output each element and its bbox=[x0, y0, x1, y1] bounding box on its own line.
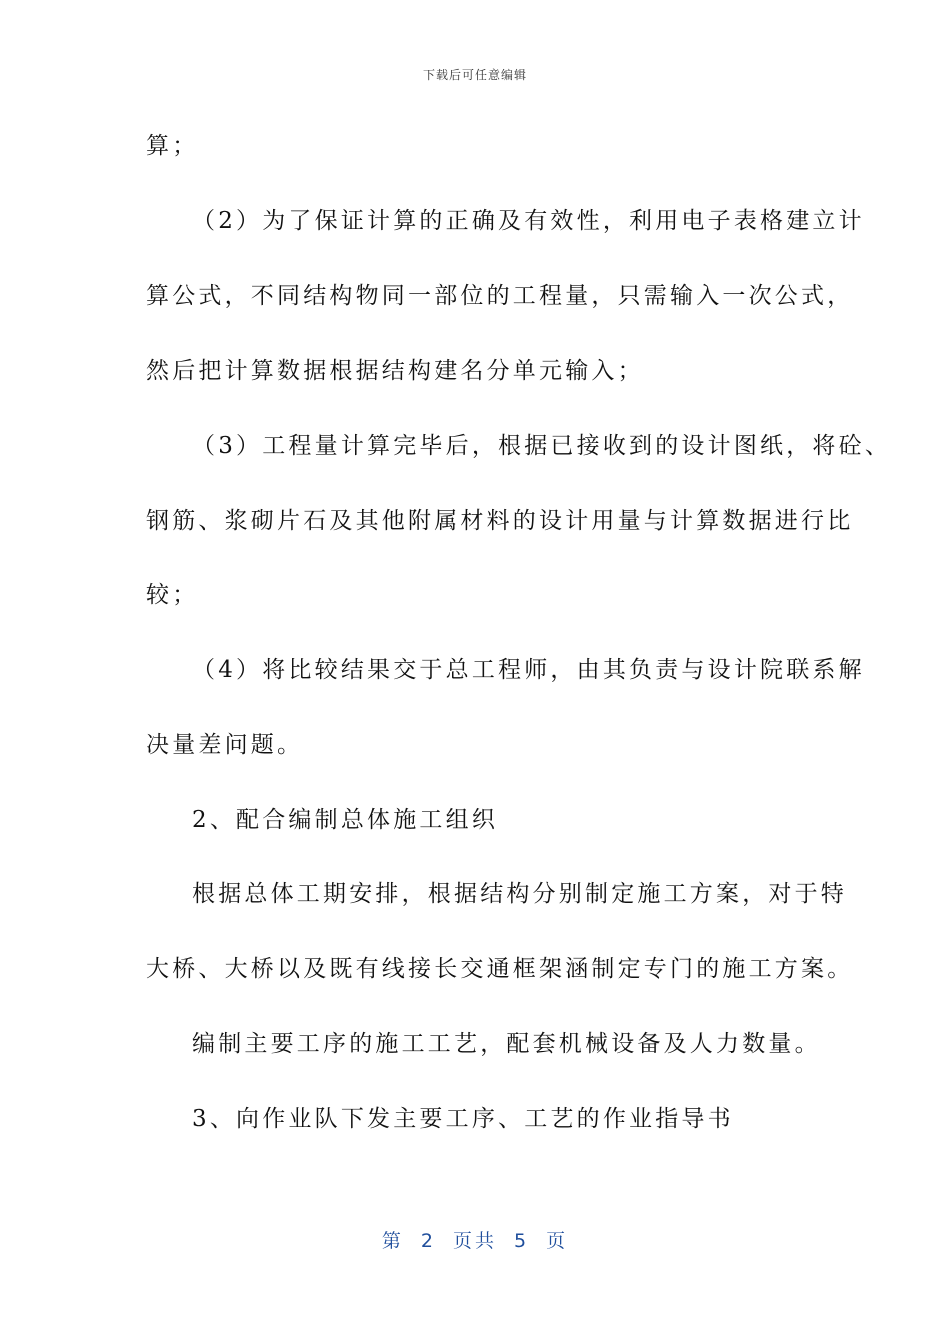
page-number-footer: 第 2 页共 5 页 bbox=[381, 1230, 569, 1252]
section-heading-3: 3、向作业队下发主要工序、工艺的作业指导书 bbox=[192, 1106, 734, 1132]
text-line-4: 然后把计算数据根据结构建名分单元输入； bbox=[146, 358, 644, 384]
text-line-5: （3）工程量计算完毕后，根据已接收到的设计图纸，将砼、 bbox=[192, 433, 892, 459]
text-line-11: 根据总体工期安排，根据结构分别制定施工方案，对于特 bbox=[192, 881, 847, 907]
text-line-9: 决量差问题。 bbox=[146, 732, 304, 758]
text-line-2: （2）为了保证计算的正确及有效性，利用电子表格建立计 bbox=[192, 208, 865, 234]
text-line-7: 较； bbox=[146, 582, 199, 608]
text-line-3: 算公式，不同结构物同一部位的工程量，只需输入一次公式， bbox=[146, 283, 854, 309]
section-heading-2: 2、配合编制总体施工组织 bbox=[192, 807, 499, 833]
header-note: 下载后可任意编辑 bbox=[422, 68, 527, 82]
text-line-13: 编制主要工序的施工工艺，配套机械设备及人力数量。 bbox=[192, 1031, 821, 1057]
text-line-1: 算； bbox=[146, 133, 199, 159]
text-line-8: （4）将比较结果交于总工程师，由其负责与设计院联系解 bbox=[192, 657, 865, 683]
text-line-12: 大桥、大桥以及既有线接长交通框架涵制定专门的施工方案。 bbox=[146, 956, 854, 982]
text-line-6: 钢筋、浆砌片石及其他附属材料的设计用量与计算数据进行比 bbox=[146, 508, 854, 534]
